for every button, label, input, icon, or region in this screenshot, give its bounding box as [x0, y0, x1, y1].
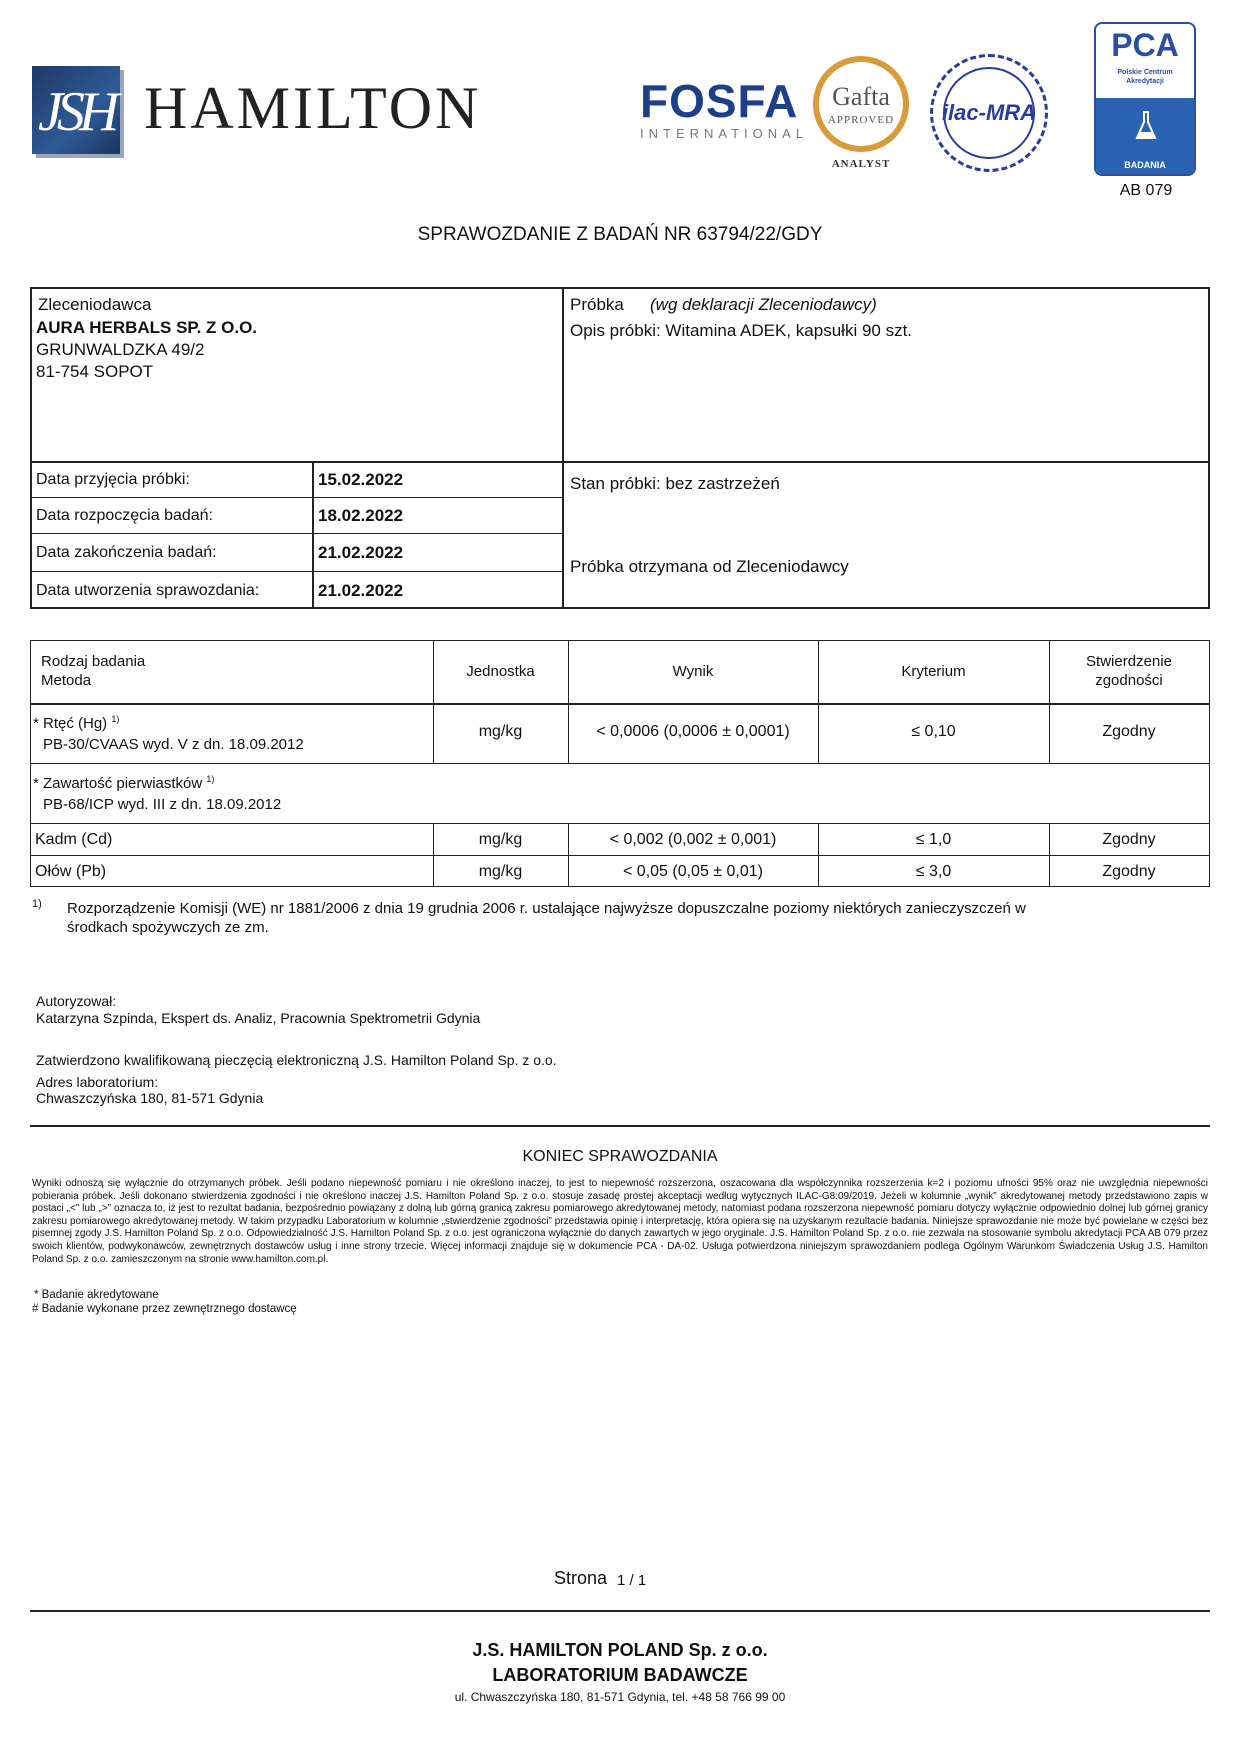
- footnote-text-line: Rozporządzenie Komisji (WE) nr 1881/2006 z dnia 19 grudnia 2006 r. ustalające najwyższe dopuszczalne poziomy niektórych zanieczyszczeń w: [67, 900, 1026, 917]
- date-value: 18.02.2022: [318, 506, 404, 525]
- sample-origin: Próbka otrzymana od Zleceniodawcy: [570, 557, 849, 576]
- table-row-name: Ołów (Pb): [35, 863, 107, 880]
- elements-group-name: * Zawartość pierwiastków $^{1)}$: [33, 774, 215, 792]
- sample-label: Próbka: [570, 295, 624, 314]
- table-row-result: < 0,05 (0,05 ± 0,01): [623, 863, 763, 880]
- table-row-conformity: Zgodny: [1102, 863, 1156, 880]
- client-city: 81-754 SOPOT: [36, 362, 154, 381]
- mercury-method: PB-30/CVAAS wyd. V z dn. 18.09.2012: [43, 736, 304, 753]
- lab-address-label: Adres laboratorium:: [36, 1074, 159, 1090]
- table-row-unit: mg/kg: [478, 831, 523, 848]
- sample-description: Opis próbki: Witamina ADEK, kapsułki 90 szt.: [570, 321, 913, 340]
- footnote-text-line: środkach spożywczych ze zm.: [67, 919, 269, 936]
- accreditation-code: AB 079: [1119, 182, 1173, 199]
- table-row-conformity: Zgodny: [1102, 831, 1156, 848]
- table-row-unit: mg/kg: [478, 863, 523, 880]
- table-row-result: < 0,002 (0,002 ± 0,001): [609, 831, 777, 848]
- fosfa-logo: FOSFA INTERNATIONAL: [640, 75, 809, 141]
- results-table: [30, 640, 1210, 887]
- header-unit: Jednostka: [466, 663, 535, 680]
- sample-label-note: (wg deklaracji Zleceniodawcy): [650, 295, 877, 314]
- flask-icon: [1134, 110, 1158, 142]
- sample-condition: Stan próbki: bez zastrzeżeń: [570, 474, 780, 493]
- page-number: 1 / 1: [617, 1572, 647, 1589]
- date-value: 15.02.2022: [318, 470, 404, 489]
- footer-company: J.S. HAMILTON POLAND Sp. z o.o.: [472, 1640, 768, 1660]
- date-label: Data zakończenia badań:: [36, 544, 217, 561]
- legend-accredited: * Badanie akredytowane: [34, 1289, 159, 1301]
- authorized-person: Katarzyna Szpinda, Ekspert ds. Analiz, Pracownia Spektrometrii Gdynia: [36, 1010, 481, 1026]
- footnote-marker: 1): [32, 898, 42, 910]
- header-method: Metoda: [41, 672, 92, 689]
- pca-logo: PCA Polskie Centrum Akredytacji BADANIA: [1094, 22, 1198, 178]
- report-title: SPRAWOZDANIE Z BADAŃ NR 63794/22/GDY: [417, 224, 823, 245]
- gafta-logo: Gafta APPROVED ANALYST: [808, 56, 914, 176]
- date-value: 21.02.2022: [318, 543, 404, 562]
- client-street: GRUNWALDZKA 49/2: [36, 340, 205, 359]
- date-value: 21.02.2022: [318, 581, 404, 600]
- footer-address: ul. Chwaszczyńska 180, 81-571 Gdynia, tel. +48 58 766 99 00: [454, 1690, 786, 1704]
- divider: [30, 1125, 1210, 1127]
- hamilton-logo: [32, 66, 502, 158]
- header-conformity: Stwierdzenie: [1086, 653, 1172, 670]
- table-row-criterion: ≤ 3,0: [915, 863, 952, 880]
- seal-statement: Zatwierdzono kwalifikowaną pieczęcią elektroniczną J.S. Hamilton Poland Sp. z o.o.: [36, 1052, 557, 1068]
- mercury-unit: mg/kg: [478, 723, 523, 740]
- table-row-name: Kadm (Cd): [35, 831, 113, 848]
- mercury-conformity: Zgodny: [1102, 723, 1156, 740]
- elements-group-method: PB-68/ICP wyd. III z dn. 18.09.2012: [43, 796, 282, 813]
- mercury-name: * Rtęć (Hg) $^{1)}$: [33, 714, 120, 732]
- date-label: Data przyjęcia próbki:: [36, 471, 190, 488]
- authorized-label: Autoryzował:: [36, 993, 117, 1009]
- legend-external: # Badanie wykonane przez zewnętrznego dostawcę: [32, 1303, 297, 1315]
- client-label: Zleceniodawca: [38, 295, 152, 314]
- date-label: Data utworzenia sprawozdania:: [36, 582, 260, 599]
- header-result: Wynik: [672, 663, 714, 680]
- hamilton-wordmark: HAMILTON: [144, 75, 482, 141]
- client-name: AURA HERBALS SP. Z O.O.: [36, 318, 258, 337]
- date-label: Data rozpoczęcia badań:: [36, 507, 213, 524]
- page-label: Strona: [554, 1568, 608, 1588]
- mercury-result: < 0,0006 (0,0006 ± 0,0001): [596, 723, 790, 740]
- header-criterion: Kryterium: [901, 663, 966, 680]
- lab-address: Chwaszczyńska 180, 81-571 Gdynia: [36, 1090, 264, 1106]
- mercury-criterion: ≤ 0,10: [911, 723, 956, 740]
- table-row-criterion: ≤ 1,0: [915, 831, 952, 848]
- report-info-box: [30, 287, 1210, 609]
- header-test-type: Rodzaj badania: [41, 653, 146, 670]
- disclaimer-text: Wyniki odnoszą się wyłącznie do otrzymanych próbek. Jeśli podano niepewność pomiaru i nie określono inaczej, to jest to niepewność rozszerzona, oszacowana dla współczynnika rozszerzenia k=2 i poziomu ufności 95% oraz nie uwzględnia niepewności pobierania próbek. Jeśli dokonano stwierdzenia zgodności i nie określono inaczej J.S. Hamilton Poland Sp. z o.o. stosuje zasadę prostej akceptacji według wytycznych ILAC-G8:09/2019. Jeżeli w kolumnie „wynik” akredytowanej metody przedstawiono zapis w postaci „<” lub „>” oznacza to, iż jest to rezultat badania, bezpośrednio powiązany z dolną lub górną granicą zakresu pomiarowego akredytowanej metody, natomiast podana rozszerzona niepewność pomiaru dotyczy wyłącznie odpowiednio dolnej lub górnej granicy zakresu pomiarowego akredytowanej metody. W takim przypadku Laboratorium w kolumnie „stwierdzenie zgodności” przedstawia opinię i interpretację, która opiera się na uzyskanym rezultacie badania. Niniejsze sprawozdanie nie może być powielane w części bez pisemnej zgody J.S. Hamilton Poland Sp. z o.o. Odpowiedzialność J.S. Hamilton Poland Sp. z o.o. jest ograniczona wyłącznie do danych zawartych w jego oryginale. J.S. Hamilton Poland Sp. z o.o. nie zezwala na stosowanie symbolu akredytacji PCA AB 079 przez swoich klientów, podwykonawców, zewnętrznych dostawców usług i inne strony trzecie. Więcej informacji znajduje się w dokumencie PCA - DA-02. Usługa potwierdzona niniejszym sprawozdaniem podlega Ogólnym Warunkom Świadczenia Usług J.S. Hamilton Poland Sp. z o.o. zamieszczonym na stronie www.hamilton.com.pl.: [32, 1178, 1208, 1265]
- header-conformity: zgodności: [1095, 672, 1163, 689]
- jsh-monogram: JSH: [32, 66, 120, 154]
- ilac-mra-logo: ilac-MRA: [930, 54, 1052, 176]
- end-of-report-title: KONIEC SPRAWOZDANIA: [522, 1148, 718, 1165]
- footer-lab: LABORATORIUM BADAWCZE: [492, 1665, 748, 1685]
- footer-divider: [30, 1610, 1210, 1612]
